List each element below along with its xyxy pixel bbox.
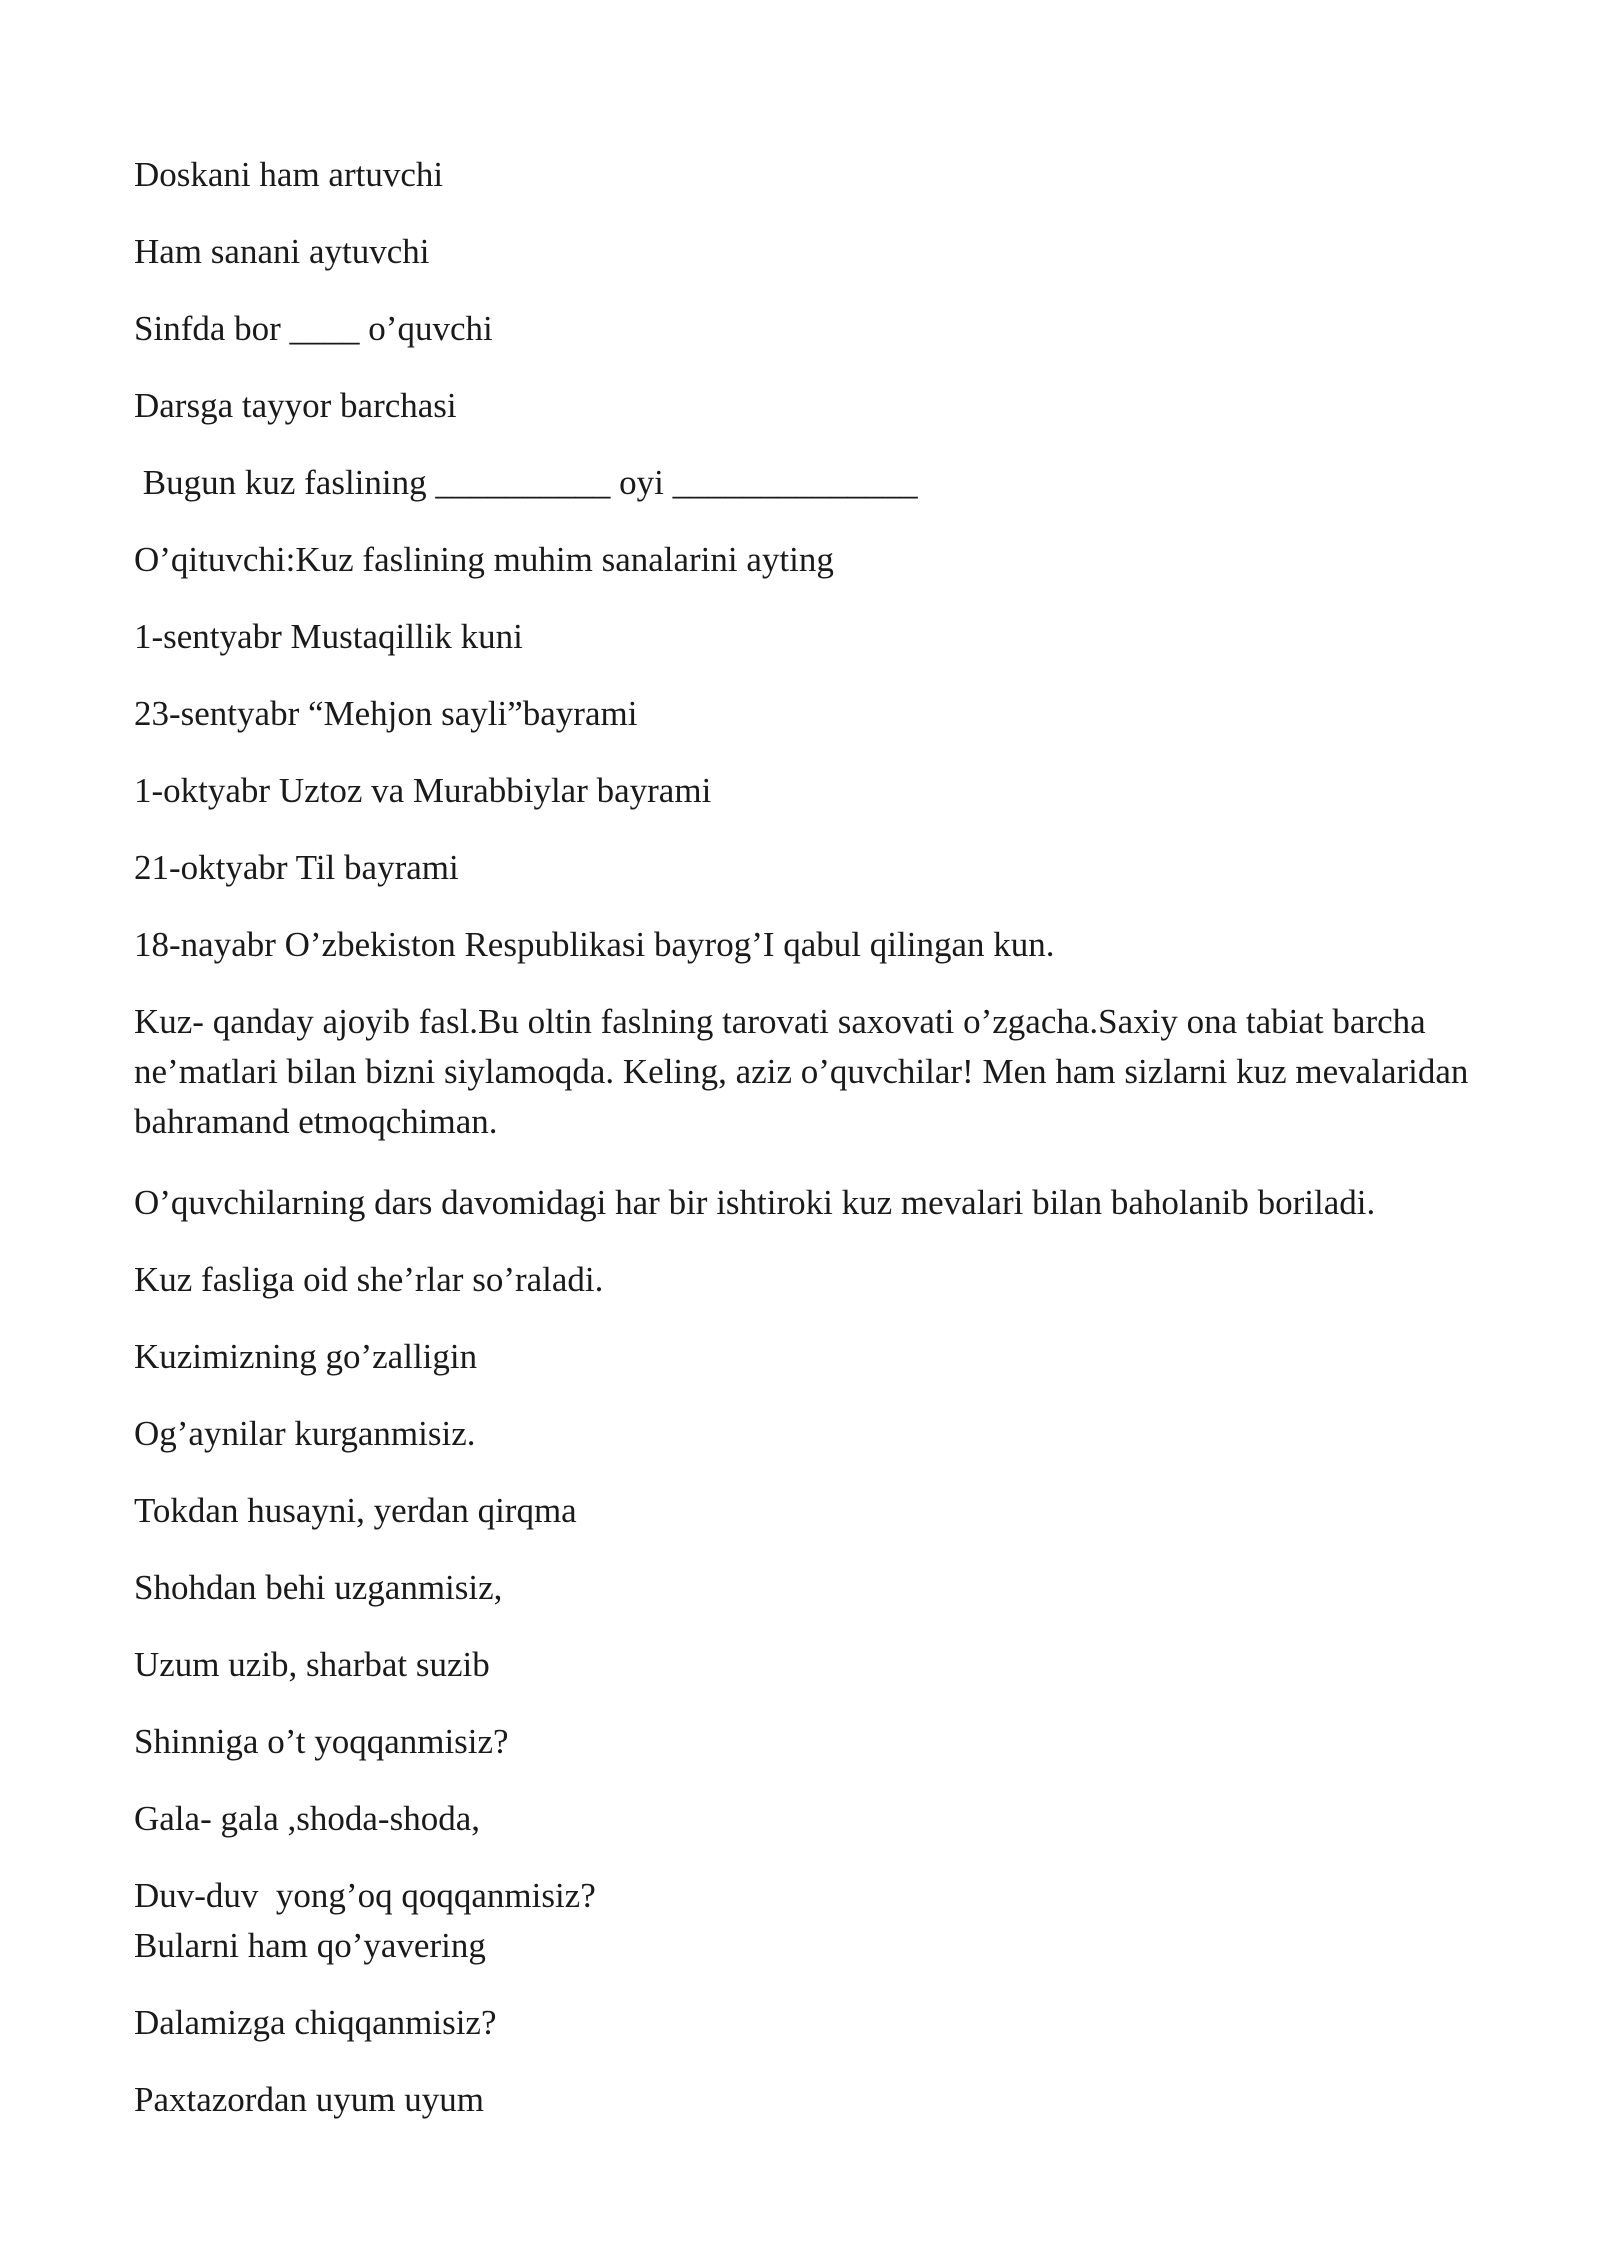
poem-line-5: Uzum uzib, sharbat suzib: [134, 1645, 490, 1684]
text-line-4: Darsga tayyor barchasi: [134, 386, 457, 425]
text-line-2: Ham sanani aytuvchi: [134, 232, 430, 271]
body-paragraph: Kuz- qanday ajoyib fasl.Bu oltin faslning tarovati saxovati o’zgacha.Saxiy ona tabiat barcha ne’matlari bilan bizni siylamoqda. Keling, aziz o’quvchilar! Men ham sizlarni kuz mevalaridan bahramand etmoqchiman.: [134, 1002, 1469, 1141]
text-line-9: 1-oktyabr Uztoz va Murabbiylar bayrami: [134, 771, 712, 810]
poem-line-2: Og’aynilar kurganmisiz.: [134, 1414, 476, 1453]
text-line-7: 1-sentyabr Mustaqillik kuni: [134, 617, 523, 656]
text-line-13: Kuz fasliga oid she’rlar so’raladi.: [134, 1260, 604, 1299]
text-line-12: O’quvchilarning dars davomidagi har bir ishtiroki kuz mevalari bilan baholanib boriladi.: [134, 1183, 1376, 1222]
text-line-11: 18-nayabr O’zbekiston Respublikasi bayrog’I qabul qilingan kun.: [134, 925, 1055, 964]
poem-line-4: Shohdan behi uzganmisiz,: [134, 1568, 503, 1607]
text-line-10: 21-oktyabr Til bayrami: [134, 848, 459, 887]
poem-line-8: Duv-duv yong’oq qoqqanmisiz?: [134, 1876, 596, 1915]
poem-line-11: Paxtazordan uyum uyum: [134, 2080, 484, 2119]
poem-line-10: Dalamizga chiqqanmisiz?: [134, 2003, 497, 2042]
poem-line-9: Bularni ham qo’yavering: [134, 1926, 486, 1965]
text-line-1: Doskani ham artuvchi: [134, 155, 444, 194]
poem-line-6: Shinniga o’t yoqqanmisiz?: [134, 1722, 509, 1761]
poem-line-3: Tokdan husayni, yerdan qirqma: [134, 1491, 577, 1530]
poem-line-7: Gala- gala ,shoda-shoda,: [134, 1799, 480, 1838]
text-line-5: Bugun kuz faslining __________ oyi ______________: [134, 463, 918, 502]
text-line-8: 23-sentyabr “Mehjon sayli”bayrami: [134, 694, 638, 733]
text-line-3: Sinfda bor ____ o’quvchi: [134, 309, 493, 348]
poem-line-1: Kuzimizning go’zalligin: [134, 1337, 478, 1376]
text-line-6: O’qituvchi:Kuz faslining muhim sanalarini ayting: [134, 540, 834, 579]
